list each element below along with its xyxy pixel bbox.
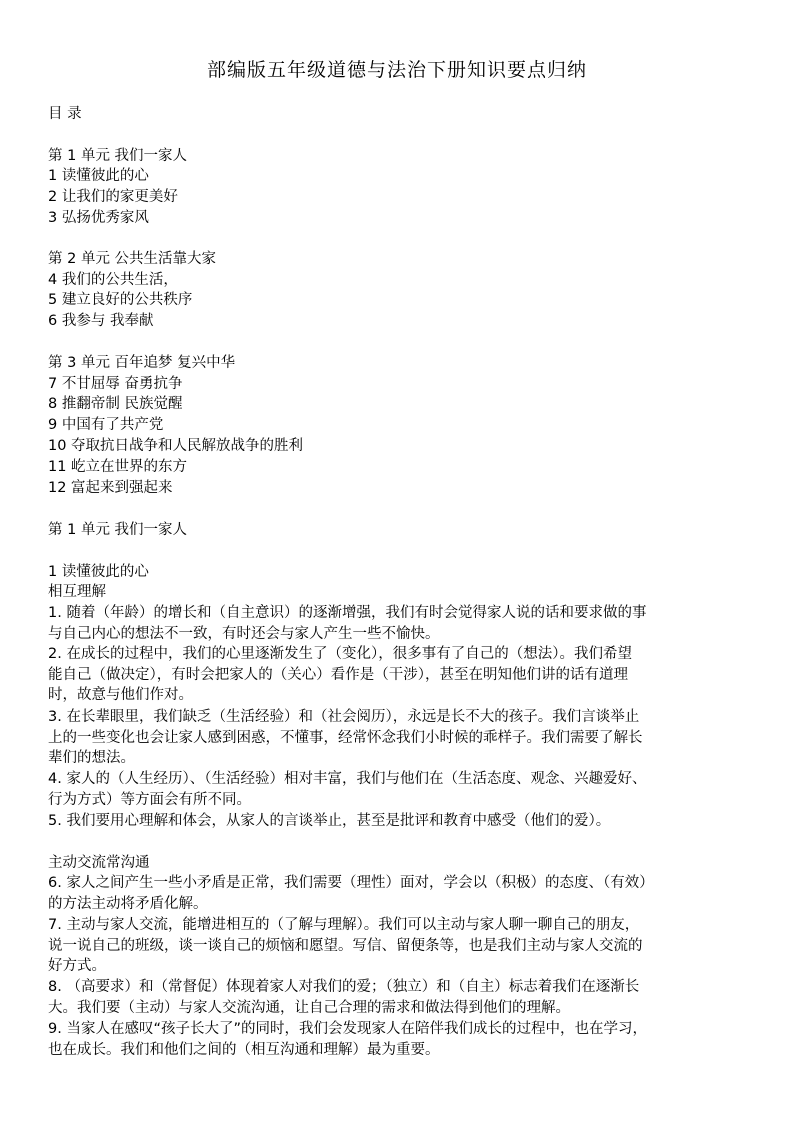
toc-item: 4 我们的公共生活， [48,272,178,288]
paragraph-line: 能自己（做决定），有时会把家人的（关心）看作是（干涉），甚至在明知他们讲的话有道理 [48,666,628,683]
paragraph [48,603,748,644]
paragraph-line: 2. 在成长的过程中，我们的心里逐渐发生了（变化），很多事有了自己的（想法）。我们希望 [48,646,632,662]
section-heading: 相互理解 [48,584,106,600]
paragraph [48,915,748,977]
paragraph-line: 8. （高要求）和（常督促）体现着家人对我们的爱；（独立）和（自主）标志着我们在逐渐长 [48,979,640,995]
paragraph [48,873,748,914]
section-heading: 主动交流常沟通 [48,855,150,871]
toc-item: 5 建立良好的公共秩序 [48,292,193,308]
toc-unit2-title: 第 2 单元 公共生活靠大家 [48,251,217,267]
paragraph-line: 9. 当家人在感叹“孩子长大了”的同时，我们会发现家人在陪伴我们成长的过程中，也在学习， [48,1021,647,1037]
toc-item: 6 我参与 我奉献 [48,313,154,329]
toc-item: 7 不甘屈辱 奋勇抗争 [48,376,183,392]
paragraph [48,811,748,832]
paragraph-line: 辈们的想法。 [48,750,135,767]
paragraph [48,769,748,810]
paragraph [48,977,748,1018]
toc-item: 3 弘扬优秀家风 [48,210,149,226]
paragraph-line: 上的一些变化也会让家人感到困惑，不懂事，经常怀念我们小时候的乖样子。我们需要了解长 [48,729,643,746]
toc-item: 12 富起来到强起来 [48,480,173,496]
paragraph-line: 说一说自己的班级，谈一谈自己的烦恼和愿望。写信、留便条等，也是我们主动与家人交流的 [48,937,643,954]
toc-item: 11 屹立在世界的东方 [48,459,188,475]
toc-item: 9 中国有了共产党 [48,417,164,433]
toc-item: 2 让我们的家更美好 [48,189,178,205]
paragraph [48,644,748,706]
paragraph-line: 与自己内心的想法不一致，有时还会与家人产生一些不愉快。 [48,625,440,642]
paragraph-line: 7. 主动与家人交流，能增进相互的（了解与理解）。我们可以主动与家人聊一聊自己的朋友， [48,917,640,933]
paragraph-line: 3. 在长辈眼里，我们缺乏（生活经验）和（社会阅历），永远是长不大的孩子。我们言谈举止 [48,709,640,725]
paragraph-line: 6. 家人之间产生一些小矛盾是正常，我们需要（理性）面对，学会以（积极）的态度、（有效） [48,875,654,891]
toc-unit1-title: 第 1 单元 我们一家人 [48,148,188,164]
paragraph-line: 也在成长。我们和他们之间的（相互沟通和理解）最为重要。 [48,1041,440,1058]
document-title: 部编版五年级道德与法治下册知识要点归纳 [206,59,587,81]
paragraph-line: 5. 我们要用心理解和体会，从家人的言谈举止，甚至是批评和教育中感受（他们的爱）。 [48,813,611,829]
paragraph-line: 4. 家人的（人生经历）、（生活经验）相对丰富，我们与他们在（生活态度、观念、兴趣爱好、 [48,771,647,787]
lesson-heading: 1 读懂彼此的心 [48,564,149,580]
toc-item: 1 读懂彼此的心 [48,168,149,184]
unit-heading: 第 1 单元 我们一家人 [48,522,188,538]
paragraph [48,1019,748,1060]
toc-unit3-title: 第 3 单元 百年追梦 复兴中华 [48,355,236,371]
paragraph-line: 大。我们要（主动）与家人交流沟通，让自己合理的需求和做法得到他们的理解。 [48,999,570,1016]
paragraph-line: 的方法主动将矛盾化解。 [48,895,208,912]
toc-heading: 目 录 [48,106,82,122]
paragraph-line: 1. 随着（年龄）的增长和（自主意识）的逐渐增强，我们有时会觉得家人说的话和要求做的事 [48,605,647,621]
toc-item: 8 推翻帝制 民族觉醒 [48,396,183,412]
paragraph-line: 好方式。 [48,958,106,975]
paragraph [48,707,748,769]
toc-item: 10 夺取抗日战争和人民解放战争的胜利 [48,438,304,454]
paragraph-line: 时，故意与他们作对。 [48,687,193,704]
paragraph-line: 行为方式）等方面会有所不同。 [48,791,251,808]
